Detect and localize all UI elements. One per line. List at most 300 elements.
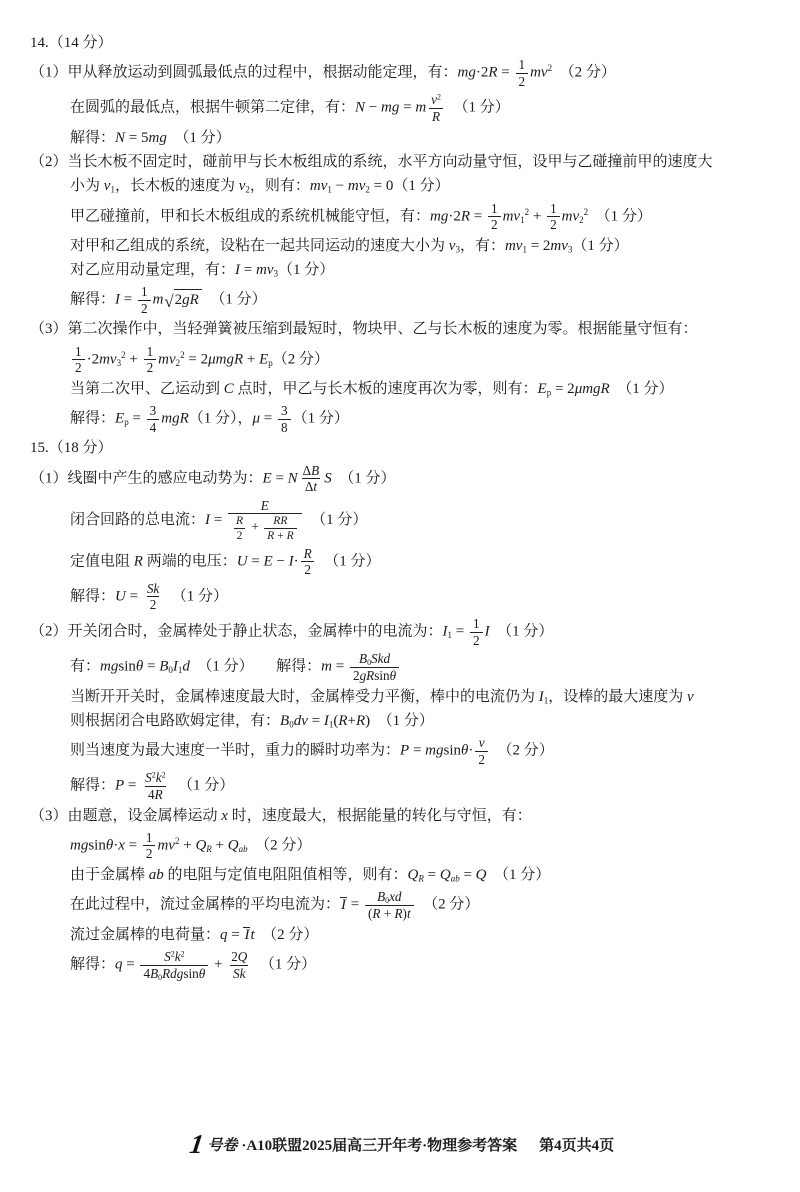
math-var: k: [174, 949, 181, 965]
text-run: （1 分）: [166, 129, 231, 146]
math-roman: 2: [579, 214, 584, 225]
math-var: mv: [99, 351, 117, 368]
text-run: 则根据闭合电路欧姆定律，有：: [70, 712, 281, 729]
math-roman: =: [409, 742, 426, 759]
math-roman: =: [247, 553, 264, 570]
denominator: [138, 300, 151, 317]
denominator: [145, 786, 166, 803]
text-run: （1 分）: [393, 178, 450, 195]
q15-3-line6: [70, 949, 774, 981]
math-var: v: [431, 92, 438, 108]
text-run: 解得：: [70, 410, 116, 427]
math-roman: 1: [146, 343, 154, 359]
math-var: mg: [100, 658, 119, 675]
math-var: v: [238, 178, 246, 195]
math-var: I: [288, 553, 294, 570]
math-roman: =: [240, 261, 256, 278]
math-roman: 2: [75, 360, 82, 376]
numerator: [233, 514, 246, 528]
math-roman: 0: [367, 658, 372, 668]
q15-2-line4: [70, 711, 774, 732]
math-var: B: [159, 658, 169, 675]
q14-2-line2: [70, 176, 774, 197]
math-roman: 2: [491, 217, 498, 233]
math-var: θ: [461, 742, 469, 759]
math-var: R: [338, 712, 348, 729]
math-roman: 2: [304, 562, 311, 578]
math-roman: 3: [567, 243, 573, 254]
denominator: [429, 108, 443, 125]
superscript: [437, 93, 441, 102]
q15-3-line1: [30, 806, 774, 827]
q14-3-line3: [70, 379, 774, 400]
math-roman: 2: [478, 751, 485, 767]
fraction: [147, 403, 160, 435]
math-var: R: [303, 545, 312, 561]
math-roman: =: [125, 588, 142, 605]
math-roman: −: [331, 178, 348, 195]
math-roman: +: [243, 351, 260, 368]
math-roman: sin: [88, 837, 106, 854]
text-run: （2 分）: [247, 837, 312, 854]
text-run: 在圆弧的最低点，根据牛顿第二定律，有：: [70, 99, 356, 116]
text-run: 在此过程中，流过金属棒的平均电流为：: [70, 896, 341, 913]
math-var: R: [206, 843, 212, 854]
math-roman: 2: [149, 597, 157, 613]
math-var: R: [355, 712, 366, 729]
numerator: [161, 949, 187, 965]
math-roman: +: [125, 351, 142, 368]
math-var: I: [172, 658, 178, 675]
text-run: 解得：: [70, 588, 116, 605]
math-roman: 2: [472, 632, 480, 648]
math-var: mv: [157, 837, 175, 854]
text-run: （1 分）: [303, 511, 368, 528]
denominator: [470, 632, 483, 649]
math-roman: =: [452, 623, 468, 640]
math-roman: 8: [281, 419, 288, 435]
q14-header: [30, 33, 774, 54]
math-var: m: [415, 99, 427, 116]
text-run: 则当速度为最大速度一半时，重力的瞬时功率为：: [70, 742, 401, 759]
math-var: mg: [425, 742, 444, 759]
math-var: mg: [381, 99, 400, 116]
math-var: mv: [347, 178, 366, 195]
text-run: （2 分）: [552, 64, 616, 81]
superscript: [162, 771, 166, 780]
numerator: [488, 201, 501, 217]
text-run: （2）开关闭合时，金属棒处于静止状态，金属棒中的电流为：: [30, 623, 443, 640]
text-run: （1 分）: [588, 208, 652, 225]
numerator: [138, 284, 151, 300]
math-roman: 2: [145, 846, 153, 862]
math-roman: =: [271, 470, 288, 487]
math-var: v: [687, 688, 694, 705]
math-roman: =: [423, 867, 440, 884]
document-body: [30, 30, 774, 1131]
math-roman: 1: [518, 57, 526, 73]
math-roman: 0: [289, 719, 294, 730]
text-run: （3）由题意，设金属棒运动: [30, 807, 222, 824]
math-var: mv: [530, 64, 548, 81]
numerator: [270, 514, 290, 528]
math-var: N: [287, 470, 298, 487]
q15-1-line4: [70, 581, 774, 613]
numerator: [547, 201, 560, 217]
math-roman: 2: [175, 357, 181, 368]
math-roman: 1: [140, 284, 148, 300]
sqrt-sign: √: [164, 291, 174, 311]
fraction: [475, 735, 488, 767]
math-var: R: [154, 786, 163, 802]
math-roman: sin: [374, 668, 390, 684]
math-roman: 2: [583, 206, 589, 217]
text-run: 的电阻与定值电阻阻值相等，则有：: [163, 867, 408, 884]
math-roman: ): [402, 906, 407, 922]
math-var: μ: [252, 410, 261, 427]
math-roman: =: [210, 511, 226, 528]
math-var: mv: [309, 178, 328, 195]
square-root: [164, 289, 201, 311]
math-var: mg: [148, 129, 167, 146]
numerator: [144, 581, 162, 597]
denominator: [144, 359, 157, 376]
denominator: [516, 73, 529, 90]
math-var: t: [250, 926, 255, 943]
math-var: I: [115, 291, 121, 308]
math-roman: 2: [180, 349, 185, 360]
math-var: mg: [430, 208, 449, 225]
math-roman: 3: [149, 403, 157, 419]
math-var: x: [118, 837, 125, 854]
denominator: [72, 359, 85, 376]
text-run: （1 分）: [486, 867, 551, 884]
q15-2-line3: [70, 687, 774, 708]
numerator: [72, 344, 85, 360]
text-run: （3）第二次操作中，当轻弹簧被压缩到最短时，物块甲、乙与长木板的速度为零。根据能量守恒有：: [30, 321, 698, 338]
math-var: R: [267, 529, 275, 543]
math-var: R: [460, 208, 471, 225]
math-var: R: [286, 529, 294, 543]
math-var: v: [478, 735, 485, 751]
math-roman: ·2: [448, 208, 461, 225]
math-roman: ·: [113, 837, 119, 854]
math-var: U: [236, 553, 248, 570]
math-roman: =: [260, 410, 277, 427]
math-roman: 1: [447, 629, 453, 640]
math-roman: 1: [550, 200, 557, 216]
math-var: R: [432, 109, 441, 125]
math-roman: 2: [524, 206, 530, 217]
text-run: 14.（14 分）: [30, 35, 113, 51]
math-roman: 2: [174, 835, 180, 846]
numerator: [476, 735, 488, 751]
text-run: （1 分）: [489, 623, 554, 640]
text-run: （1 分）: [292, 410, 349, 427]
math-roman: 0: [158, 972, 163, 982]
math-var: m: [321, 658, 332, 675]
numerator: [374, 889, 404, 905]
math-var: mg: [70, 837, 89, 854]
math-var: θ: [135, 658, 144, 675]
math-var: B: [359, 651, 368, 667]
math-var: μmgR: [574, 380, 610, 397]
math-var: E: [537, 380, 547, 397]
math-var: ab: [450, 873, 460, 884]
fraction: [144, 581, 162, 613]
math-roman: Δ: [304, 479, 314, 495]
text-run: （1 分）: [609, 380, 674, 397]
math-var: mv: [502, 208, 521, 225]
math-var: R: [488, 64, 498, 81]
denominator: [301, 561, 314, 578]
q15-1-line3: [70, 546, 774, 578]
text-run: 对乙应用动量定理，有：: [70, 261, 236, 278]
brand-name: 号卷: [207, 1138, 238, 1154]
math-roman: 1: [328, 719, 334, 730]
math-roman: 0: [168, 665, 173, 676]
math-roman: +: [347, 712, 356, 729]
math-var: RR: [273, 514, 288, 528]
math-var: N: [115, 129, 126, 146]
math-var: P: [115, 777, 125, 794]
math-var: E: [262, 470, 272, 487]
math-roman: =: [143, 658, 160, 675]
math-roman: =: [307, 712, 324, 729]
math-roman: 2: [550, 217, 557, 233]
text-run: 对甲和乙组成的系统，设粘在一起共同运动的速度大小为: [70, 237, 449, 254]
q14-1-line2: [70, 92, 774, 124]
q15-3-line3: [70, 865, 774, 886]
text-run: 当断开开关时，金属棒速度最大时，金属棒受力平衡，棒中的电流仍为: [70, 688, 539, 705]
math-roman: =: [124, 837, 141, 854]
math-roman: = 2: [184, 351, 209, 368]
numerator: [301, 546, 315, 562]
math-roman: 2: [231, 949, 238, 965]
math-roman: (: [333, 712, 339, 729]
numerator: [258, 498, 272, 514]
math-roman: 1: [543, 694, 549, 705]
math-roman: = 2: [551, 380, 575, 397]
text-run: ，设棒的最大速度为: [548, 688, 688, 705]
math-roman: +: [274, 529, 287, 543]
math-var: R: [394, 906, 403, 922]
q14-3-line2: [70, 344, 774, 376]
denominator: [143, 845, 156, 862]
text-run: （1）线圈中产生的感应电动势为：: [30, 470, 263, 487]
math-roman: 2: [437, 92, 441, 102]
text-run: （1 分）: [572, 237, 629, 254]
denominator: [350, 667, 399, 684]
text-run: 甲乙碰撞前，甲和长木板组成的系统机械能守恒，有：: [70, 208, 431, 225]
math-var: μmgR: [208, 351, 244, 368]
fraction: [488, 201, 501, 233]
math-roman: 1: [145, 829, 153, 845]
text-run: （2 分）: [489, 742, 554, 759]
math-var: v: [103, 178, 111, 195]
math-roman: +: [248, 519, 263, 535]
math-var: q: [220, 926, 228, 943]
numerator: [516, 57, 529, 73]
math-roman: =: [459, 867, 476, 884]
text-run: ，则有：: [249, 178, 310, 195]
math-var: Q: [195, 837, 207, 854]
text-run: （2 分）: [415, 896, 480, 913]
math-roman: 2: [146, 360, 154, 376]
math-roman: 4: [148, 786, 155, 802]
text-run: 解得：: [70, 291, 116, 308]
math-var: dv: [293, 712, 308, 729]
page-number: 第4页共4页: [539, 1138, 615, 1154]
fraction: [547, 201, 560, 233]
q15-2-line2: [70, 651, 774, 683]
math-var: θ: [198, 965, 206, 981]
math-roman: ·2: [86, 351, 100, 368]
q15-header: [30, 438, 774, 459]
text-run: ，有：: [459, 237, 505, 254]
math-roman: ·: [468, 742, 474, 759]
q14-2-line5: [70, 260, 774, 281]
math-roman: =: [122, 956, 139, 973]
q14-2-line1: [30, 152, 774, 173]
math-roman: −: [272, 553, 289, 570]
math-var: S: [324, 470, 332, 487]
brand-logo-icon: 1: [187, 1129, 206, 1159]
text-run: 15.（18 分）: [30, 440, 113, 457]
text-run: （1 分）: [316, 553, 381, 570]
text-run: （1 分）: [331, 470, 396, 487]
math-var: xd: [389, 889, 402, 905]
q15-2-line1: [30, 616, 774, 648]
math-roman: (: [367, 906, 373, 922]
denominator: [488, 216, 501, 233]
text-run: 解得：: [70, 956, 116, 973]
denominator: [264, 528, 297, 543]
math-roman: 2: [352, 668, 360, 684]
text-run: （1 分）: [252, 956, 317, 973]
math-roman: 3: [116, 357, 122, 368]
q14-3-line1: [30, 319, 774, 340]
math-roman: +: [211, 837, 228, 854]
denominator: [147, 419, 160, 436]
denominator: [547, 216, 560, 233]
math-var: Q: [475, 867, 487, 884]
math-roman: +: [179, 837, 196, 854]
math-var: d: [182, 658, 190, 675]
math-var: I: [205, 511, 211, 528]
page-footer: [30, 1131, 774, 1166]
text-run: （2 分）: [254, 926, 319, 943]
subscript: [239, 844, 248, 854]
math-var: mg: [457, 64, 476, 81]
text-run: 流过金属棒的电荷量：: [70, 926, 221, 943]
math-roman: 1: [522, 243, 527, 254]
numerator: [470, 616, 483, 632]
numerator: [428, 92, 444, 108]
math-var: I: [323, 712, 329, 729]
math-var: Q: [237, 949, 248, 965]
math-var: mv: [561, 208, 580, 225]
fraction: [143, 830, 156, 862]
text-run: 两端的电压：: [142, 553, 237, 570]
text-run: 解得：: [70, 129, 116, 146]
numerator: [228, 949, 250, 965]
fraction: [516, 57, 529, 89]
text-run: 有：: [70, 658, 101, 675]
denominator: [234, 528, 246, 543]
overline: [340, 897, 347, 914]
math-roman: 2: [151, 770, 156, 780]
math-roman: p: [124, 416, 129, 427]
denominator: [475, 751, 488, 768]
math-roman: ·: [293, 553, 299, 570]
denominator: [228, 513, 302, 542]
math-roman: =: [347, 896, 363, 913]
text-run: （1 分）: [170, 777, 235, 794]
denominator: [140, 965, 208, 982]
fraction: [301, 546, 315, 578]
text-run: （1 分），: [188, 410, 253, 427]
math-roman: 1: [327, 184, 332, 195]
math-roman: 2: [236, 529, 243, 543]
math-roman: =: [470, 208, 486, 225]
fraction: [233, 514, 246, 542]
math-var: Q: [227, 837, 239, 854]
math-var: R: [235, 514, 244, 528]
q14-1-line3: [70, 128, 774, 149]
math-var: ab: [148, 867, 164, 884]
text-run: 点时，甲乙与长木板的速度再次为零，则有：: [233, 380, 538, 397]
math-var: R: [133, 553, 143, 570]
math-var: I: [484, 623, 490, 640]
math-roman: sin: [443, 742, 462, 759]
math-roman: 3: [455, 243, 460, 254]
math-var: E: [263, 553, 273, 570]
math-var: Skd: [371, 651, 391, 667]
math-roman: −: [365, 99, 381, 116]
math-roman: = 0: [369, 178, 394, 195]
math-var: Sk: [146, 580, 160, 596]
math-var: I: [538, 688, 544, 705]
q15-3-line5: [70, 925, 774, 946]
math-roman: +: [210, 956, 227, 973]
math-roman: 2: [245, 184, 250, 195]
math-roman: 0: [385, 896, 390, 906]
fraction: [138, 284, 151, 316]
fraction: [365, 889, 414, 921]
text-run: 当第二次甲、乙运动到: [70, 380, 224, 397]
math-roman: 2: [174, 292, 183, 309]
math-var: k: [155, 770, 162, 786]
denominator: [302, 478, 320, 495]
q14-2-line3: [70, 201, 774, 233]
text-run: （2）当长木板不固定时，碰前甲与长木板组成的系统，水平方向动量守恒，设甲与乙碰撞前甲的速度大: [30, 153, 713, 170]
text-run: （1 分）: [445, 99, 510, 116]
math-var: x: [221, 807, 228, 824]
math-var: t: [406, 906, 411, 922]
math-roman: 3: [273, 268, 278, 279]
math-var: B: [150, 965, 159, 981]
text-run: （1）甲从释放运动到圆弧最低点的过程中，根据动能定理，有：: [30, 64, 458, 81]
math-var: E: [259, 351, 269, 368]
math-var: S: [164, 949, 171, 965]
q15-2-line5: [70, 735, 774, 767]
fraction: [264, 514, 297, 542]
fraction: [72, 344, 85, 376]
fraction: [140, 949, 208, 981]
math-var: mgR: [161, 410, 189, 427]
math-var: B: [311, 462, 320, 478]
